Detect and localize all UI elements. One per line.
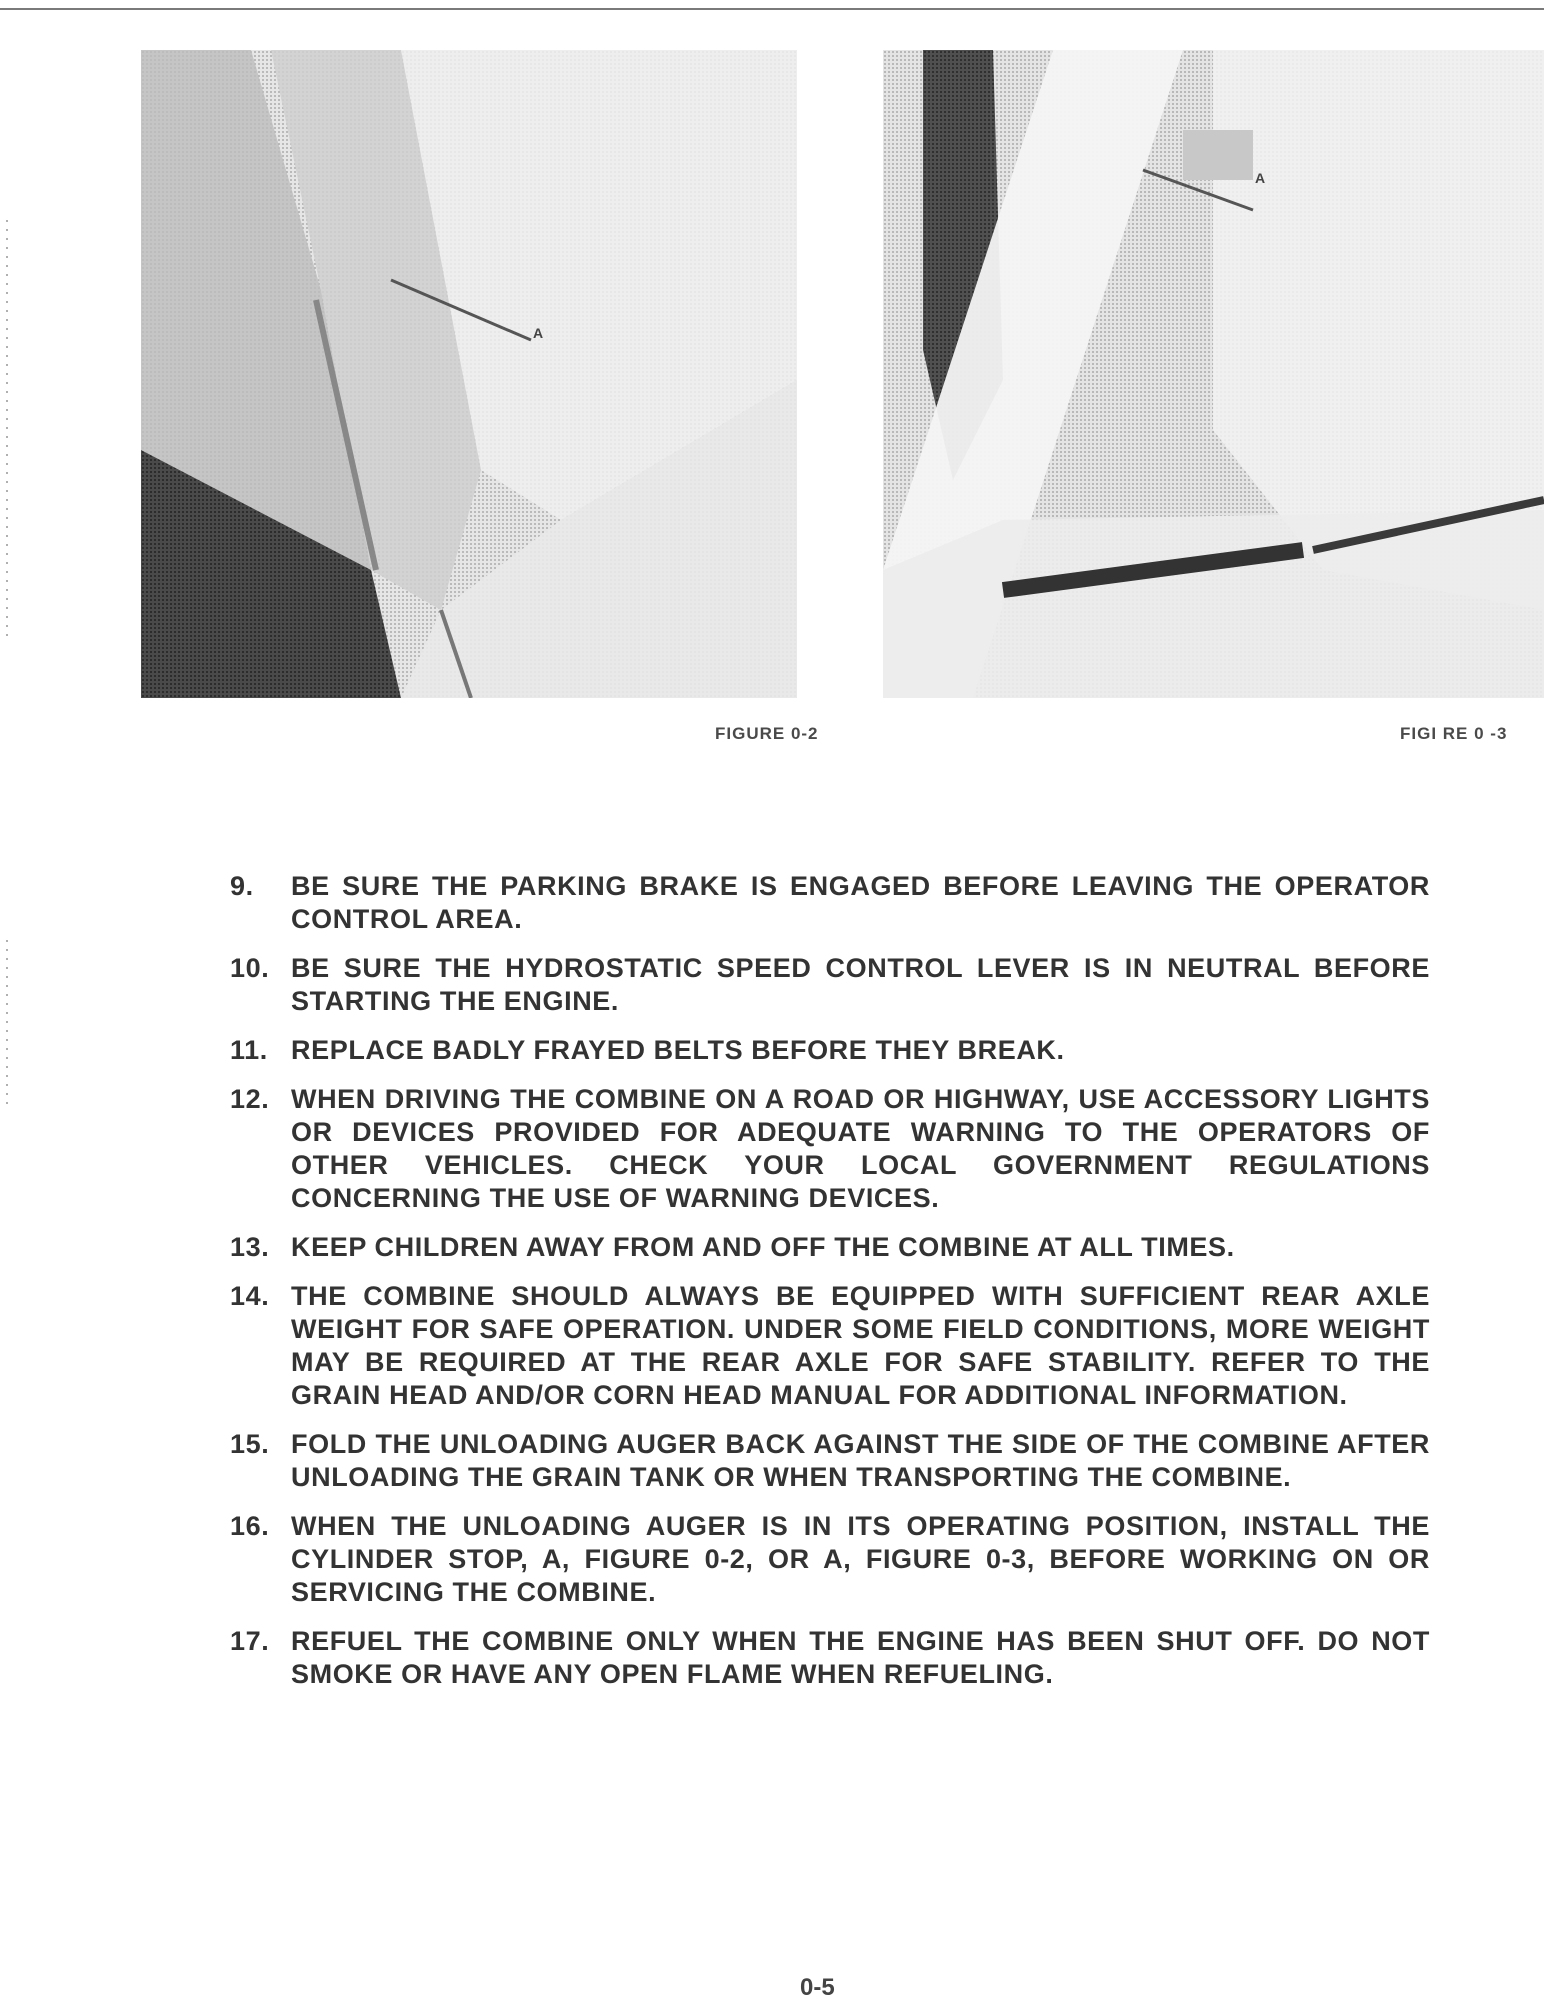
list-item	[230, 1428, 1430, 1494]
item-text: REPLACE BADLY FRAYED BELTS BEFORE THEY BREAK.	[291, 1035, 1065, 1065]
item-text: FOLD THE UNLOADING AUGER BACK AGAINST THE SIDE OF THE COMBINE AFTER UNLOADING THE GRAIN TANK OR WHEN TRANSPORTING THE COMBINE.	[291, 1429, 1430, 1492]
list-item	[230, 1280, 1430, 1412]
figure-0-3-callout-label: A	[1255, 170, 1266, 186]
figure-0-2-caption: FIGURE 0-2	[715, 724, 819, 743]
item-number: 13.	[230, 1232, 270, 1262]
item-text: BE SURE THE PARKING BRAKE IS ENGAGED BEFORE LEAVING THE OPERATOR CONTROL AREA.	[291, 871, 1430, 934]
figure-0-2-callout-label: A	[533, 325, 544, 341]
figure-0-2-photo	[141, 50, 797, 698]
item-number: 12.	[230, 1084, 270, 1114]
item-text: WHEN THE UNLOADING AUGER IS IN ITS OPERATING POSITION, INSTALL THE CYLINDER STOP, A, FIGURE 0-2, OR A, FIGURE 0-3, BEFORE WORKING ON OR SERVICING THE COMBINE.	[291, 1511, 1430, 1607]
page-number: 0-5	[800, 1974, 835, 2001]
list-item	[230, 1034, 1430, 1067]
item-text: BE SURE THE HYDROSTATIC SPEED CONTROL LEVER IS IN NEUTRAL BEFORE STARTING THE ENGINE.	[291, 953, 1430, 1016]
binding-edge-marks-lower	[6, 940, 8, 1110]
list-item	[230, 1231, 1430, 1264]
list-item	[230, 1625, 1430, 1691]
item-number: 15.	[230, 1429, 270, 1459]
item-text: REFUEL THE COMBINE ONLY WHEN THE ENGINE HAS BEEN SHUT OFF. DO NOT SMOKE OR HAVE ANY OPEN FLAME WHEN REFUELING.	[291, 1626, 1430, 1689]
item-text: THE COMBINE SHOULD ALWAYS BE EQUIPPED WITH SUFFICIENT REAR AXLE WEIGHT FOR SAFE OPERATION. UNDER SOME FIELD CONDITIONS, MORE WEIGHT MAY BE REQUIRED AT THE REAR AXLE FOR SAFE STABILITY. REFER TO THE GRAIN HEAD AND/OR CORN HEAD MANUAL FOR ADDITIONAL INFORMATION.	[291, 1281, 1430, 1410]
binding-edge-marks	[6, 220, 8, 640]
item-text: KEEP CHILDREN AWAY FROM AND OFF THE COMBINE AT ALL TIMES.	[291, 1232, 1235, 1262]
list-item	[230, 952, 1430, 1018]
item-number: 17.	[230, 1626, 270, 1656]
item-number: 10.	[230, 953, 270, 983]
figure-0-3-caption: FIGI RE 0 -3	[1400, 724, 1508, 743]
safety-rules-list	[230, 870, 1430, 1707]
item-number: 11.	[230, 1035, 268, 1065]
list-item	[230, 1083, 1430, 1215]
figure-0-3-photo	[883, 50, 1544, 698]
list-item	[230, 870, 1430, 936]
top-rule	[0, 8, 1544, 10]
list-item	[230, 1510, 1430, 1609]
item-text: WHEN DRIVING THE COMBINE ON A ROAD OR HIGHWAY, USE ACCESSORY LIGHTS OR DEVICES PROVIDED FOR ADEQUATE WARNING TO THE OPERATORS OF OTHER VEHICLES. CHECK YOUR LOCAL GOVERNMENT REGULATIONS CONCERNING THE USE OF WARNING DEVICES.	[291, 1084, 1430, 1213]
item-number: 14.	[230, 1281, 270, 1311]
item-number: 16.	[230, 1511, 270, 1541]
item-number: 9.	[230, 871, 254, 901]
